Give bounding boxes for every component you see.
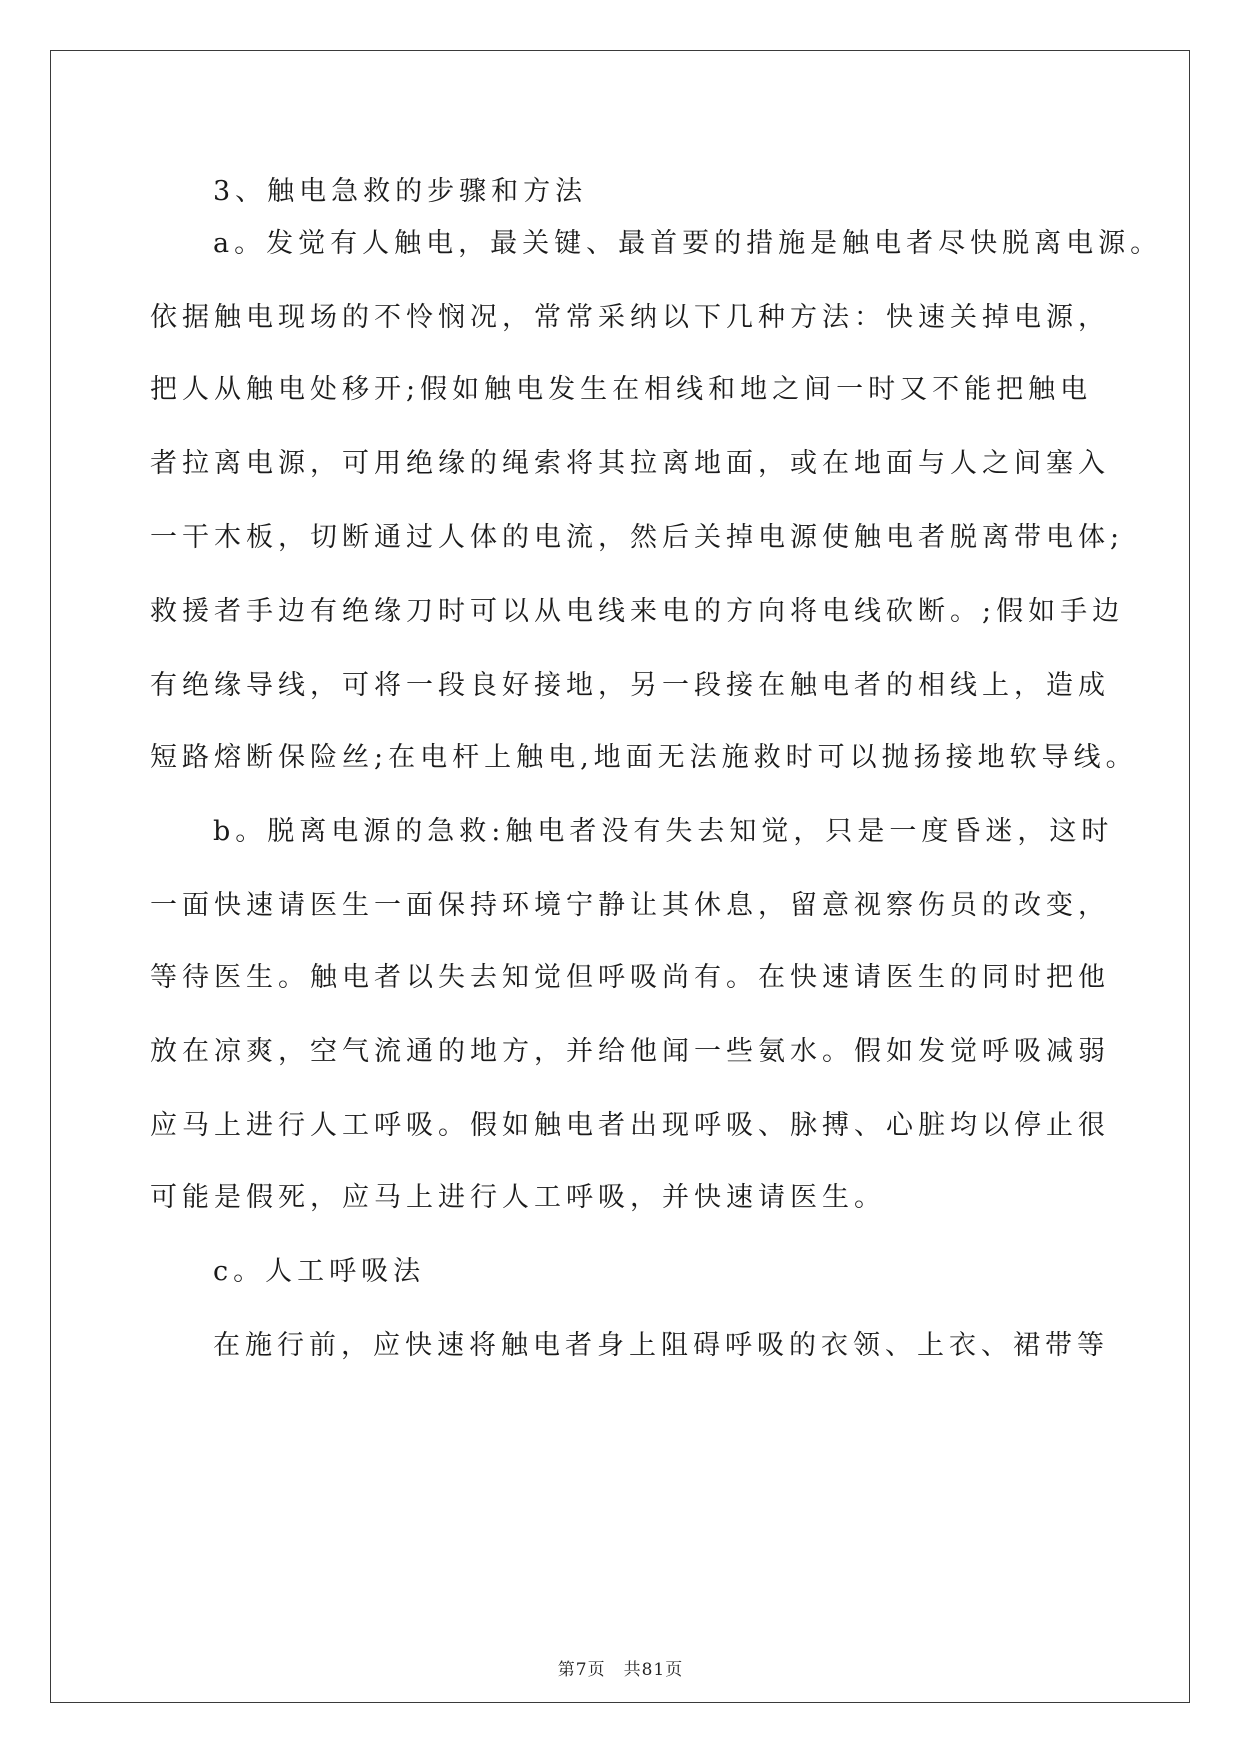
paragraph-line: 等待医生。触电者以失去知觉但呼吸尚有。在快速请医生的同时把他 (150, 962, 1110, 993)
paragraph-line: 者拉离电源，可用绝缘的绳索将其拉离地面，或在地面与人之间塞入 (150, 448, 1110, 479)
page-number: 第7页 共81页 (557, 1660, 684, 1680)
paragraph-line: 有绝缘导线，可将一段良好接地，另一段接在触电者的相线上，造成 (150, 670, 1110, 701)
paragraph-line: 一面快速请医生一面保持环境宁静让其休息，留意视察伤员的改变， (150, 890, 1110, 921)
paragraph-line: a。发觉有人触电，最关键、最首要的措施是触电者尽快脱离电源。 (213, 228, 1163, 259)
section-heading: 3、触电急救的步骤和方法 (213, 176, 588, 207)
paragraph-line: 应马上进行人工呼吸。假如触电者出现呼吸、脉搏、心脏均以停止很 (150, 1110, 1110, 1141)
paragraph-line: 把人从触电处移开;假如触电发生在相线和地之间一时又不能把触电 (150, 374, 1093, 405)
subsection-heading: c。人工呼吸法 (213, 1256, 426, 1287)
paragraph-line: 依据触电现场的不怜悯况，常常采纳以下几种方法：快速关掉电源， (150, 302, 1110, 333)
paragraph-line: 一干木板，切断通过人体的电流，然后关掉电源使触电者脱离带电体; (150, 522, 1125, 553)
paragraph-line: b。脱离电源的急救:触电者没有失去知觉，只是一度昏迷，这时 (213, 816, 1114, 847)
paragraph-line: 短路熔断保险丝;在电杆上触电,地面无法施救时可以抛扬接地软导线。 (150, 742, 1138, 773)
paragraph-line: 放在凉爽，空气流通的地方，并给他闻一些氨水。假如发觉呼吸减弱 (150, 1036, 1110, 1067)
paragraph-line: 可能是假死，应马上进行人工呼吸，并快速请医生。 (150, 1182, 886, 1213)
paragraph-line: 救援者手边有绝缘刀时可以从电线来电的方向将电线砍断。;假如手边 (150, 596, 1125, 627)
paragraph-line: 在施行前，应快速将触电者身上阻碍呼吸的衣领、上衣、裙带等 (213, 1330, 1109, 1361)
